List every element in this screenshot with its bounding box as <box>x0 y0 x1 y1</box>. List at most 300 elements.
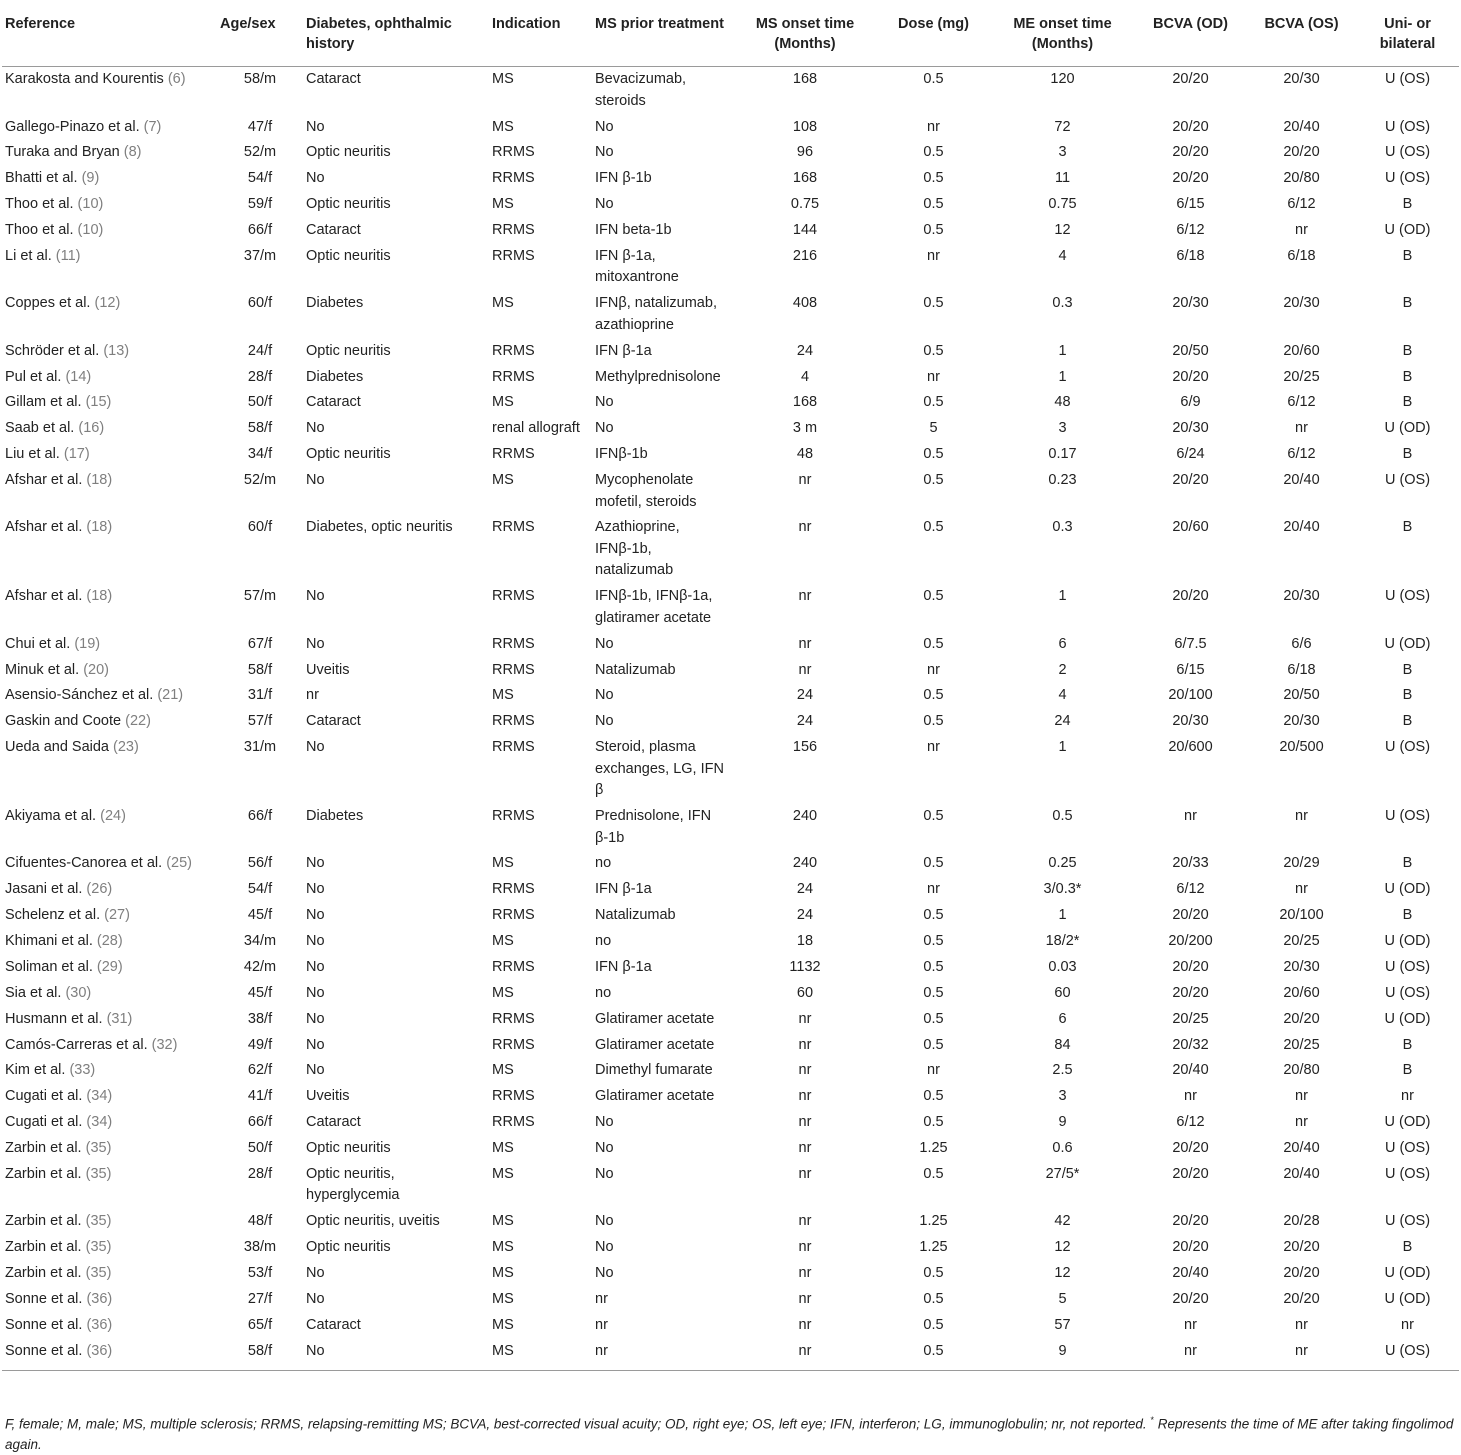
cell-treatment: No <box>595 1239 614 1256</box>
cell-treatment: Prednisolone, IFN β-1b <box>595 808 712 846</box>
cell-history: No <box>306 881 325 898</box>
cell-reference <box>2 442 217 468</box>
cell-me-onset: 9 <box>1058 1114 1067 1131</box>
cell-indication: MS <box>492 984 514 1001</box>
reference-author: Thoo et al. <box>5 196 74 213</box>
cell-indication: MS <box>492 1165 514 1182</box>
cell-reference <box>2 515 217 584</box>
cell-bcva-os: 20/100 <box>1279 907 1324 924</box>
cell-ms-onset: 24 <box>796 687 814 704</box>
cell-history: No <box>306 984 325 1001</box>
cell-age-sex: 60/f <box>247 519 273 536</box>
cell-dose: nr <box>927 739 940 756</box>
cell-ms-onset: nr <box>798 1010 812 1027</box>
table-footnote <box>5 1410 1457 1455</box>
cell-age-sex: 67/f <box>247 635 273 652</box>
cell-reference <box>2 903 217 929</box>
cell-indication: RRMS <box>492 1010 535 1027</box>
cell-age-sex: 52/m <box>243 144 277 161</box>
cell-reference <box>2 1235 217 1261</box>
cell-indication: RRMS <box>492 519 535 536</box>
cell-age-sex: 45/f <box>247 907 273 924</box>
reference-number: (23) <box>113 739 139 756</box>
cell-laterality: U (OD) <box>1384 1265 1431 1282</box>
cell-ms-onset: 108 <box>792 118 818 135</box>
cell-laterality: U (OS) <box>1384 984 1431 1001</box>
cell-bcva-os: nr <box>1247 1339 1356 1371</box>
cell-laterality: U (OS) <box>1384 808 1431 825</box>
cell-treatment: IFNβ-1b, IFNβ-1a, glatiramer acetate <box>595 588 713 626</box>
cell-dose: 0.5 <box>923 144 944 161</box>
table-row <box>2 1136 1459 1162</box>
cell-bcva-os: 20/60 <box>1283 984 1320 1001</box>
cell-me-onset: 4 <box>1058 247 1067 264</box>
reference-number: (32) <box>151 1036 178 1053</box>
reference-number: (6) <box>167 71 186 88</box>
cell-bcva-od: nr <box>1184 1316 1197 1333</box>
reference-number: (35) <box>85 1213 112 1230</box>
cell-treatment: No <box>595 420 614 437</box>
cell-history: No <box>306 1265 325 1282</box>
cell-reference <box>2 67 217 115</box>
cell-ms-onset: 156 <box>792 739 818 756</box>
cell-bcva-od: 20/600 <box>1168 739 1213 756</box>
table-row <box>2 218 1459 244</box>
cell-me-onset: 12 <box>1054 1239 1071 1256</box>
cell-bcva-od: 6/18 <box>1176 247 1205 264</box>
cell-indication: MS <box>492 687 514 704</box>
cell-dose: 1.25 <box>919 1239 948 1256</box>
cell-laterality: nr <box>1401 1088 1414 1105</box>
cell-dose: 0.5 <box>923 222 944 239</box>
reference-author: Sia et al. <box>5 984 62 1001</box>
cell-age-sex: 24/f <box>247 342 273 359</box>
reference-number: (31) <box>106 1010 133 1027</box>
reference-author: Saab et al. <box>5 420 75 437</box>
table-row <box>2 339 1459 365</box>
cell-bcva-od: nr <box>1184 1088 1197 1105</box>
cell-ms-onset: 24 <box>796 342 814 359</box>
cell-bcva-os: 20/30 <box>1283 958 1320 975</box>
cell-me-onset: 0.17 <box>1048 446 1077 463</box>
cell-me-onset: 60 <box>1054 984 1071 1001</box>
cell-age-sex: 66/f <box>247 1114 273 1131</box>
cell-reference <box>2 1058 217 1084</box>
reference-number: (28) <box>96 933 123 950</box>
cell-me-onset: 3/0.3* <box>1043 881 1082 898</box>
cell-reference <box>2 657 217 683</box>
cell-ms-onset: nr <box>798 661 812 678</box>
cell-laterality: B <box>1402 394 1413 411</box>
cell-indication: RRMS <box>492 1088 535 1105</box>
table-row <box>2 192 1459 218</box>
header-bcva-os: BCVA (OS) <box>1247 6 1356 67</box>
reference-author: Zarbin et al. <box>5 1165 82 1182</box>
cell-history: nr <box>306 687 319 704</box>
cell-age-sex: 54/f <box>247 881 273 898</box>
reference-author: Husmann et al. <box>5 1010 103 1027</box>
cell-bcva-os: 20/30 <box>1283 588 1320 605</box>
header-dose: Dose (mg) <box>876 6 991 67</box>
cell-history: Optic neuritis, hyperglycemia <box>306 1165 400 1204</box>
table-row <box>2 1235 1459 1261</box>
cell-me-onset: 48 <box>1054 394 1071 411</box>
cell-bcva-od: 20/20 <box>1172 958 1209 975</box>
reference-number: (15) <box>85 394 112 411</box>
cell-treatment: Natalizumab <box>595 661 676 678</box>
cell-treatment: No <box>595 1265 614 1282</box>
table-row <box>2 1313 1459 1339</box>
cell-reference <box>2 683 217 709</box>
reference-author: Gaskin and Coote <box>5 713 122 730</box>
cell-dose: 0.5 <box>923 472 944 489</box>
cell-age-sex: 58/m <box>243 71 277 88</box>
reference-author: Sonne et al. <box>5 1316 83 1333</box>
cell-reference <box>2 735 217 804</box>
cell-history: Uveitis <box>306 661 350 678</box>
cell-laterality: U (OD) <box>1384 1010 1431 1027</box>
cell-age-sex: 41/f <box>247 1088 273 1105</box>
cell-dose: 0.5 <box>923 170 944 187</box>
cell-treatment: Natalizumab <box>595 907 676 924</box>
cell-laterality: U (OS) <box>1384 588 1431 605</box>
cell-bcva-od: 6/7.5 <box>1174 635 1207 652</box>
cell-dose: nr <box>927 661 940 678</box>
reference-author: Zarbin et al. <box>5 1265 82 1282</box>
cell-history: No <box>306 855 325 872</box>
cell-treatment: nr <box>592 1339 734 1371</box>
cell-treatment: Mycophenolate mofetil, steroids <box>595 472 697 510</box>
cell-bcva-od: 6/12 <box>1176 881 1205 898</box>
table-row <box>2 804 1459 851</box>
table-row <box>2 468 1459 515</box>
cell-dose: 0.5 <box>923 1036 944 1053</box>
cell-bcva-od: 6/15 <box>1176 196 1205 213</box>
cell-history: Diabetes <box>306 295 364 312</box>
cell-treatment: Glatiramer acetate <box>595 1010 715 1027</box>
cell-dose: 0.5 <box>923 713 944 730</box>
cell-indication: MS <box>492 1213 514 1230</box>
cell-ms-onset: 0.75 <box>790 196 820 213</box>
reference-author: Jasani et al. <box>5 881 83 898</box>
cell-treatment: IFN β-1a <box>595 958 652 975</box>
cell-bcva-os: 20/30 <box>1283 713 1320 730</box>
reference-author: Thoo et al. <box>5 222 74 239</box>
header-ms-onset: MS onset time (Months) <box>734 6 876 67</box>
reference-author: Bhatti et al. <box>5 170 78 187</box>
cell-ms-onset: 408 <box>792 295 818 312</box>
cell-ms-onset: 168 <box>792 394 818 411</box>
cell-laterality: U (OD) <box>1384 933 1431 950</box>
case-table <box>2 6 1459 1371</box>
reference-author: Khimani et al. <box>5 933 93 950</box>
cell-me-onset: 6 <box>1058 1010 1067 1027</box>
cell-history: No <box>306 907 325 924</box>
cell-history: Cataract <box>306 1316 361 1333</box>
reference-number: (18) <box>86 519 113 536</box>
cell-indication: RRMS <box>492 342 535 359</box>
cell-indication: MS <box>492 196 514 213</box>
cell-bcva-od: 20/20 <box>1172 71 1209 88</box>
cell-ms-onset: nr <box>798 1114 812 1131</box>
cell-history: No <box>306 933 325 950</box>
cell-dose: 0.5 <box>923 295 944 312</box>
table-row <box>2 929 1459 955</box>
cell-dose: 0.5 <box>923 1290 944 1307</box>
cell-history: Optic neuritis <box>306 196 391 213</box>
cell-laterality: U (OS) <box>1384 1165 1431 1182</box>
cell-reference <box>2 364 217 390</box>
cell-age-sex: 34/m <box>243 933 277 950</box>
cell-laterality: B <box>1402 446 1413 463</box>
cell-bcva-od: 6/24 <box>1176 446 1205 463</box>
cell-dose: 0.5 <box>923 1088 944 1105</box>
cell-bcva-os: 20/80 <box>1283 1062 1320 1079</box>
reference-number: (11) <box>55 247 81 264</box>
cell-me-onset: 0.5 <box>1052 808 1073 825</box>
cell-treatment: Methylprednisolone <box>595 368 721 385</box>
cell-dose: 0.5 <box>876 1339 991 1371</box>
reference-author: Gallego-Pinazo et al. <box>5 118 140 135</box>
table-row <box>2 390 1459 416</box>
cell-indication: MS <box>492 1140 514 1157</box>
cell-dose: 0.5 <box>923 635 944 652</box>
cell-reference <box>2 804 217 851</box>
reference-number: (18) <box>86 588 113 605</box>
cell-treatment: No <box>595 1213 614 1230</box>
cell-history: Optic neuritis <box>306 247 391 264</box>
cell-indication: MS <box>492 1290 514 1307</box>
cell-laterality: U (OD) <box>1384 635 1431 652</box>
cell-laterality: B <box>1402 1036 1413 1053</box>
cell-history: Optic neuritis <box>306 446 391 463</box>
cell-bcva-os: nr <box>1295 222 1308 239</box>
cell-treatment: No <box>595 635 614 652</box>
footnote-marker-text: Represents the time of ME after taking fingolimod again. <box>5 1416 1454 1452</box>
reference-number: (17) <box>63 446 90 463</box>
cell-ms-onset: 144 <box>792 222 818 239</box>
cell-history: No <box>306 588 325 605</box>
reference-author: Cugati et al. <box>5 1088 83 1105</box>
cell-bcva-os: nr <box>1295 1088 1308 1105</box>
cell-ms-onset: 24 <box>796 907 814 924</box>
reference-number: (36) <box>86 1342 113 1359</box>
footnote-abbreviations: F, female; M, male; MS, multiple sclerosis; RRMS, relapsing-remitting MS; BCVA, best-corrected visual acuity; OD, right eye; OS, left eye; IFN, interferon; LG, immunoglobulin; nr, not reported. <box>5 1416 1147 1432</box>
cell-bcva-os: 6/18 <box>1287 661 1316 678</box>
reference-number: (8) <box>123 144 142 161</box>
reference-author: Schelenz et al. <box>5 907 101 924</box>
cell-age-sex: 27/f <box>247 1290 273 1307</box>
reference-number: (25) <box>166 855 192 872</box>
cell-ms-onset: nr <box>798 1165 812 1182</box>
cell-reference <box>2 1136 217 1162</box>
cell-dose: 0.5 <box>923 1265 944 1282</box>
cell-reference <box>2 1209 217 1235</box>
cell-indication: MS <box>492 1265 514 1282</box>
cell-reference <box>2 1261 217 1287</box>
reference-author: Ueda and Saida <box>5 739 109 756</box>
cell-indication: MS <box>492 394 514 411</box>
reference-number: (24) <box>100 808 126 825</box>
cell-history: Optic neuritis <box>306 144 391 161</box>
cell-treatment: Azathioprine, IFNβ-1b, natalizumab <box>595 519 680 579</box>
cell-bcva-os: 20/50 <box>1283 687 1320 704</box>
reference-number: (30) <box>65 984 92 1001</box>
cell-indication: RRMS <box>492 588 535 605</box>
cell-laterality: U (OS) <box>1384 118 1431 135</box>
cell-reference <box>2 1032 217 1058</box>
cell-history: No <box>306 472 325 489</box>
cell-bcva-os: 20/20 <box>1283 1290 1320 1307</box>
cell-indication: MS <box>492 71 514 88</box>
cell-me-onset: 18/2* <box>1045 933 1080 950</box>
cell-bcva-os: 20/40 <box>1283 1165 1320 1182</box>
cell-ms-onset: nr <box>798 1088 812 1105</box>
cell-history: Cataract <box>306 1114 361 1131</box>
table-row <box>2 1032 1459 1058</box>
cell-bcva-od: 20/30 <box>1172 420 1209 437</box>
cell-history: Optic neuritis <box>306 1140 391 1157</box>
cell-me-onset: 0.3 <box>1052 519 1073 536</box>
cell-ms-onset: 240 <box>792 855 818 872</box>
cell-laterality: B <box>1402 368 1413 385</box>
reference-author: Afshar et al. <box>5 588 83 605</box>
table-row <box>2 683 1459 709</box>
cell-dose: nr <box>927 247 940 264</box>
cell-dose: 0.5 <box>923 588 944 605</box>
cell-bcva-os: 20/40 <box>1283 118 1320 135</box>
table-row <box>2 903 1459 929</box>
cell-laterality: U (OD) <box>1384 222 1431 239</box>
reference-author: Sonne et al. <box>5 1342 83 1359</box>
cell-bcva-od: 20/20 <box>1172 118 1209 135</box>
table-row <box>2 114 1459 140</box>
cell-history: No <box>306 958 325 975</box>
cell-bcva-od: 20/20 <box>1172 1239 1209 1256</box>
cell-bcva-os: 20/80 <box>1283 170 1320 187</box>
cell-bcva-od: 20/20 <box>1172 368 1209 385</box>
cell-ms-onset: 48 <box>796 446 814 463</box>
cell-ms-onset: nr <box>798 1239 812 1256</box>
cell-treatment: No <box>595 713 614 730</box>
header-reference: Reference <box>2 6 217 67</box>
reference-author: Soliman et al. <box>5 958 93 975</box>
cell-treatment: no <box>595 933 612 950</box>
cell-history: No <box>306 118 325 135</box>
cell-ms-onset: nr <box>798 1290 812 1307</box>
reference-number: (18) <box>86 472 113 489</box>
cell-me-onset: 1 <box>1058 342 1067 359</box>
reference-author: Schröder et al. <box>5 342 100 359</box>
cell-laterality: U (OS) <box>1384 71 1431 88</box>
cell-indication: MS <box>492 1062 514 1079</box>
cell-me-onset: 1 <box>1058 368 1067 385</box>
reference-number: (9) <box>81 170 100 187</box>
cell-bcva-od: 20/20 <box>1172 1290 1209 1307</box>
cell-age-sex: 49/f <box>247 1036 273 1053</box>
reference-author: Sonne et al. <box>5 1290 83 1307</box>
cell-indication: MS <box>492 855 514 872</box>
cell-bcva-od: 20/33 <box>1172 855 1209 872</box>
cell-me-onset: 72 <box>1054 118 1071 135</box>
cell-age-sex: 31/m <box>243 739 277 756</box>
cell-me-onset: 42 <box>1054 1213 1071 1230</box>
cell-ms-onset: 60 <box>796 984 814 1001</box>
cell-dose: 0.5 <box>923 394 944 411</box>
cell-laterality: U (OS) <box>1384 958 1431 975</box>
cell-me-onset: 12 <box>1054 1265 1071 1282</box>
cell-age-sex: 56/f <box>247 855 273 872</box>
reference-number: (35) <box>85 1165 112 1182</box>
reference-number: (35) <box>85 1265 112 1282</box>
cell-treatment: IFN β-1a, mitoxantrone <box>595 247 679 286</box>
cell-ms-onset: nr <box>798 1062 812 1079</box>
table-row <box>2 657 1459 683</box>
cell-dose: 0.5 <box>923 446 944 463</box>
cell-indication: renal allograft <box>492 420 580 437</box>
cell-history: Diabetes <box>306 808 364 825</box>
cell-treatment: nr <box>595 1316 608 1333</box>
cell-treatment: no <box>595 984 612 1001</box>
reference-author: Zarbin et al. <box>5 1239 82 1256</box>
header-me-onset: ME onset time (Months) <box>991 6 1134 67</box>
reference-number: (26) <box>86 881 113 898</box>
cell-ms-onset: 96 <box>796 144 814 161</box>
cell-reference <box>2 339 217 365</box>
reference-author: Zarbin et al. <box>5 1213 82 1230</box>
cell-history: Optic neuritis, uveitis <box>306 1213 440 1230</box>
reference-number: (7) <box>143 118 162 135</box>
cell-history: Cataract <box>306 222 361 239</box>
cell-bcva-od: 20/20 <box>1172 1140 1209 1157</box>
cell-indication: RRMS <box>492 713 535 730</box>
table-row <box>2 735 1459 804</box>
cell-dose: 0.5 <box>923 808 944 825</box>
cell-bcva-od: 20/25 <box>1172 1010 1209 1027</box>
table-row <box>2 1339 1459 1371</box>
cell-history: Diabetes, optic neuritis <box>306 519 453 536</box>
cell-laterality: B <box>1402 342 1413 359</box>
cell-indication: RRMS <box>492 170 535 187</box>
table-row <box>2 1162 1459 1209</box>
cell-me-onset: 0.23 <box>1048 472 1077 489</box>
cell-reference <box>2 877 217 903</box>
cell-ms-onset: nr <box>798 588 812 605</box>
reference-author: Cugati et al. <box>5 1114 83 1131</box>
cell-reference <box>2 709 217 735</box>
cell-reference <box>2 140 217 166</box>
cell-bcva-od: 6/12 <box>1176 222 1205 239</box>
cell-laterality: U (OD) <box>1384 881 1431 898</box>
cell-dose: 0.5 <box>923 1165 944 1182</box>
cell-ms-onset: 3 m <box>792 420 818 437</box>
cell-ms-onset: nr <box>798 1036 812 1053</box>
cell-age-sex: 65/f <box>247 1316 273 1333</box>
cell-age-sex: 58/f <box>217 1339 303 1371</box>
cell-me-onset: 27/5* <box>1045 1165 1080 1182</box>
cell-me-onset: 4 <box>1058 687 1067 704</box>
cell-me-onset: 9 <box>991 1339 1134 1371</box>
cell-reference <box>2 981 217 1007</box>
cell-bcva-od: 20/20 <box>1172 472 1209 489</box>
cell-treatment: No <box>595 118 614 135</box>
cell-indication: MS <box>492 472 514 489</box>
cell-reference <box>2 1007 217 1033</box>
cell-ms-onset: nr <box>798 472 812 489</box>
cell-dose: 1.25 <box>919 1140 948 1157</box>
cell-bcva-os: 20/28 <box>1283 1213 1320 1230</box>
cell-bcva-os: 20/40 <box>1283 519 1320 536</box>
